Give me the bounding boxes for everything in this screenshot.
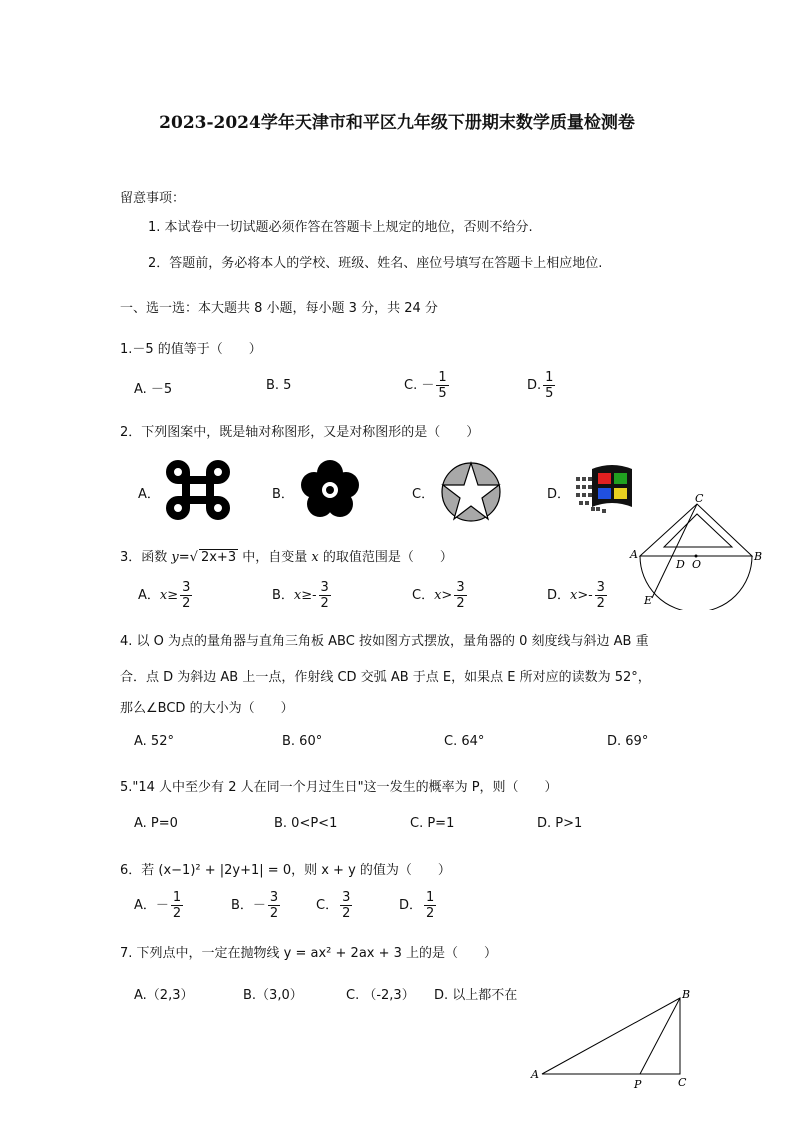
q1-option-a: A. －5 [134, 382, 173, 397]
q6-option-c: C． $\frac{3}{2}$ [316, 890, 351, 921]
command-symbol-icon [165, 460, 231, 520]
windows-flag-icon [574, 463, 634, 521]
label-b: B [682, 988, 691, 1001]
q5-option-a: A. P=0 [134, 816, 178, 831]
protractor-triangle-figure [628, 490, 768, 610]
q3-option-a: A．x≥ $\frac{3}{2}$ [138, 580, 191, 611]
q4-option-a: A. 52° [134, 734, 174, 749]
label-p: P [634, 1078, 642, 1091]
q5-option-c: C. P=1 [410, 816, 455, 831]
q7-option-b: B.（3,0） [243, 988, 303, 1003]
q3-option-c: C．x> $\frac{3}{2}$ [412, 580, 465, 611]
triangle-inner [664, 514, 732, 547]
label-c: C [678, 1076, 687, 1089]
notice-heading: 留意事项： [120, 191, 186, 206]
q3-stem: 3．函数 y=√ 2x+3 中，自变量 x 的取值范围是（ ） [120, 550, 453, 565]
label-d: D [676, 558, 685, 571]
q5-option-d: D. P>1 [537, 816, 583, 831]
q1-option-b: B. 5 [266, 378, 292, 393]
label-b: B [754, 550, 763, 563]
q4-line-1: 4. 以 O 为点的量角器与直角三角板 ABC 按如图方式摆放，量角器的 0 刻度线与斜边 AB 重 [120, 634, 649, 649]
q7-option-d: D. 以上都不在 [434, 988, 518, 1003]
q4-option-c: C. 64° [444, 734, 485, 749]
q3-option-d: D．x>- $\frac{3}{2}$ [547, 580, 605, 611]
q7-option-a: A.（2,3） [134, 988, 194, 1003]
q1-option-c: C. － $\frac{1}{5}$ [404, 370, 447, 401]
q5-option-b: B. 0<P<1 [274, 816, 338, 831]
q4-line-3: 那么∠BCD 的大小为（ ） [120, 701, 294, 716]
triangle-abc [542, 998, 680, 1074]
notice-item-2: 2．答题前，务必将本人的学校、班级、姓名、座位号填写在答题卡上相应地位. [148, 256, 603, 271]
flower-icon [299, 459, 361, 521]
notice-item-1: 1. 本试卷中一切试题必须作答在答题卡上规定的地位，否则不给分. [148, 220, 533, 235]
label-c: C [695, 492, 704, 505]
label-a: A [531, 1068, 539, 1081]
ray-ce [652, 504, 697, 598]
section-heading: 一、选一选：本大题共 8 小题，每小题 3 分，共 24 分 [120, 301, 438, 316]
q7-option-c: C. （-2,3） [346, 988, 415, 1003]
q4-option-b: B. 60° [282, 734, 323, 749]
star-in-circle-icon [440, 461, 502, 523]
label-e: E [644, 594, 653, 607]
q7-stem: 7. 下列点中，一定在抛物线 y = ax² + 2ax + 3 上的是（ ） [120, 946, 498, 961]
triangle-abc [640, 504, 752, 556]
q5-stem: 5."14 人中至少有 2 人在同一个月过生日"这一发生的概率为 P，则（ ） [120, 780, 558, 795]
page-title: 2023-2024学年天津市和平区九年级下册期末数学质量检测卷 [159, 113, 635, 133]
triangle-abp-figure [528, 988, 698, 1092]
label-o: O [692, 558, 702, 571]
q4-option-d: D. 69° [607, 734, 649, 749]
q1-stem: 1.－5 的值等于（ ） [120, 342, 262, 357]
q2-option-c: C． [412, 487, 435, 502]
q6-option-a: A．－ $\frac{1}{2}$ [134, 890, 182, 921]
q2-stem: 2．下列图案中，既是轴对称图形，又是对称图形的是（ ） [120, 425, 480, 440]
label-a: A [630, 548, 638, 561]
q2-option-b: B． [272, 487, 294, 502]
q6-option-b: B．－ $\frac{3}{2}$ [231, 890, 279, 921]
q6-stem: 6．若 (x−1)² + |2y+1| = 0，则 x + y 的值为（ ） [120, 863, 451, 878]
q3-option-b: B．x≥- $\frac{3}{2}$ [272, 580, 329, 611]
q4-line-2: 合．点 D 为斜边 AB 上一点，作射线 CD 交弧 AB 于点 E，如果点 E 所对应的读数为 52°， [120, 670, 651, 685]
q2-option-a: A． [138, 487, 160, 502]
q6-option-d: D． $\frac{1}{2}$ [399, 890, 435, 921]
q2-option-d: D． [547, 487, 571, 502]
q1-option-d: D. $\frac{1}{5}$ [527, 370, 554, 401]
